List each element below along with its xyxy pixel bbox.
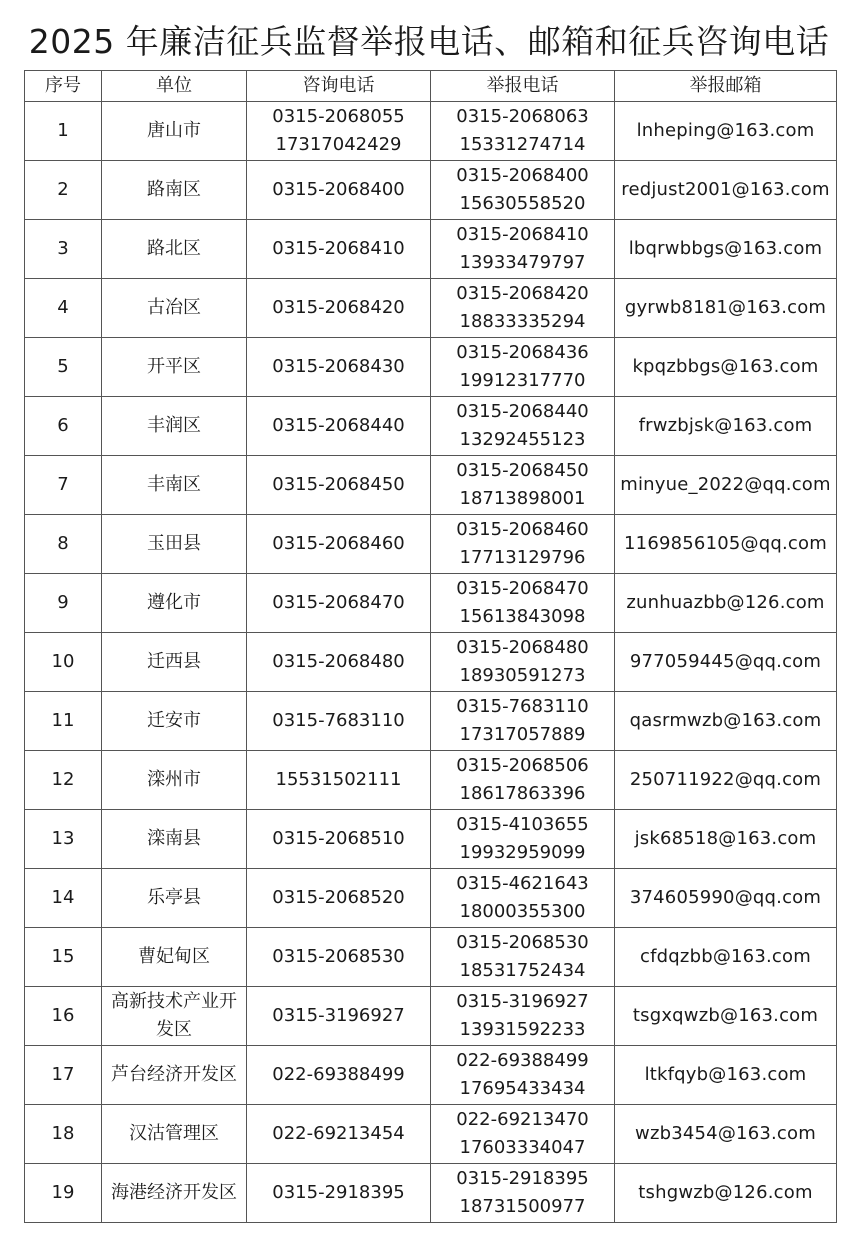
report-phone-cell — [431, 338, 615, 397]
consult-phone[interactable]: 0315-2068510 — [272, 828, 405, 849]
report-phone-cell — [431, 456, 615, 515]
report-phone-cell — [431, 987, 615, 1046]
report-phone-cell — [431, 397, 615, 456]
row-number: 13 — [25, 810, 102, 869]
report-phone-cell — [431, 810, 615, 869]
consult-phone-cell — [247, 810, 431, 869]
report-email[interactable]: lnheping@163.com — [615, 102, 837, 161]
report-phone[interactable]: 13933479797 — [459, 252, 586, 273]
consult-phone[interactable]: 0315-2068520 — [272, 887, 405, 908]
report-phone[interactable]: 0315-2068480 — [456, 637, 589, 658]
unit-name: 路北区 — [102, 220, 247, 279]
report-phone[interactable]: 0315-2068063 — [456, 106, 589, 127]
unit-name: 高新技术产业开发区 — [102, 987, 247, 1046]
row-number: 16 — [25, 987, 102, 1046]
unit-name: 玉田县 — [102, 515, 247, 574]
consult-phone[interactable]: 0315-3196927 — [272, 1005, 405, 1026]
report-email[interactable]: 250711922@qq.com — [615, 751, 837, 810]
consult-phone-cell — [247, 1046, 431, 1105]
header-report-email: 举报邮箱 — [615, 71, 837, 102]
report-phone-cell — [431, 574, 615, 633]
table-row — [25, 692, 837, 751]
table-row — [25, 515, 837, 574]
consult-phone-cell — [247, 574, 431, 633]
unit-name: 滦南县 — [102, 810, 247, 869]
consult-phone[interactable]: 0315-2068460 — [272, 533, 405, 554]
report-phone[interactable]: 15331274714 — [459, 134, 586, 155]
row-number: 3 — [25, 220, 102, 279]
table-row — [25, 810, 837, 869]
table-row — [25, 338, 837, 397]
report-phone-cell — [431, 692, 615, 751]
report-email[interactable]: ltkfqyb@163.com — [615, 1046, 837, 1105]
consult-phone[interactable]: 17317042429 — [275, 134, 402, 155]
consult-phone-cell — [247, 456, 431, 515]
report-phone[interactable]: 0315-4621643 — [456, 873, 589, 894]
report-phone[interactable]: 0315-2068420 — [456, 283, 589, 304]
report-email[interactable]: 374605990@qq.com — [615, 869, 837, 928]
table-row — [25, 751, 837, 810]
unit-name: 唐山市 — [102, 102, 247, 161]
row-number: 17 — [25, 1046, 102, 1105]
unit-name: 丰润区 — [102, 397, 247, 456]
report-phone-cell — [431, 102, 615, 161]
report-email[interactable]: kpqzbbgs@163.com — [615, 338, 837, 397]
report-phone[interactable]: 18617863396 — [459, 783, 586, 804]
report-phone[interactable]: 15630558520 — [459, 193, 586, 214]
report-phone[interactable]: 0315-2068450 — [456, 460, 589, 481]
header-consult-phone: 咨询电话 — [247, 71, 431, 102]
row-number: 15 — [25, 928, 102, 987]
consult-phone-cell — [247, 338, 431, 397]
consult-phone[interactable]: 0315-2068400 — [272, 179, 405, 200]
row-number: 14 — [25, 869, 102, 928]
row-number: 10 — [25, 633, 102, 692]
consult-phone-cell — [247, 397, 431, 456]
report-phone[interactable]: 19912317770 — [459, 370, 586, 391]
consult-phone[interactable]: 0315-2068530 — [272, 946, 405, 967]
header-no: 序号 — [25, 71, 102, 102]
page-title: 2025 年廉洁征兵监督举报电话、邮箱和征兵咨询电话 — [28, 22, 830, 61]
report-phone[interactable]: 18833335294 — [459, 311, 586, 332]
report-email[interactable]: frwzbjsk@163.com — [615, 397, 837, 456]
consult-phone[interactable]: 022-69213454 — [272, 1123, 405, 1144]
report-phone[interactable]: 0315-2068506 — [456, 755, 589, 776]
table-row — [25, 1046, 837, 1105]
consult-phone[interactable]: 0315-2068450 — [272, 474, 405, 495]
row-number: 11 — [25, 692, 102, 751]
table-header-row — [25, 71, 837, 102]
consult-phone-cell — [247, 1164, 431, 1223]
consult-phone-cell — [247, 987, 431, 1046]
consult-phone[interactable]: 0315-2068410 — [272, 238, 405, 259]
report-email[interactable]: tsgxqwzb@163.com — [615, 987, 837, 1046]
header-report-phone: 举报电话 — [431, 71, 615, 102]
report-email[interactable]: wzb3454@163.com — [615, 1105, 837, 1164]
row-number: 19 — [25, 1164, 102, 1223]
unit-name: 曹妃甸区 — [102, 928, 247, 987]
report-phone[interactable]: 18731500977 — [459, 1196, 586, 1217]
consult-phone-cell — [247, 161, 431, 220]
report-phone-cell — [431, 869, 615, 928]
consult-phone[interactable]: 0315-2068430 — [272, 356, 405, 377]
consult-phone-cell — [247, 928, 431, 987]
consult-phone-cell — [247, 102, 431, 161]
report-phone[interactable]: 022-69388499 — [456, 1050, 589, 1071]
unit-name: 丰南区 — [102, 456, 247, 515]
report-email[interactable]: 1169856105@qq.com — [615, 515, 837, 574]
row-number: 4 — [25, 279, 102, 338]
consult-phone[interactable]: 0315-2068055 — [272, 106, 405, 127]
consult-phone[interactable]: 15531502111 — [275, 769, 402, 790]
consult-phone-cell — [247, 220, 431, 279]
report-email[interactable]: redjust2001@163.com — [615, 161, 837, 220]
consult-phone-cell — [247, 1105, 431, 1164]
report-phone[interactable]: 0315-3196927 — [456, 991, 589, 1012]
report-phone[interactable]: 18000355300 — [459, 901, 586, 922]
row-number: 9 — [25, 574, 102, 633]
report-phone[interactable]: 13292455123 — [459, 429, 586, 450]
contact-table — [24, 70, 837, 1223]
report-email[interactable]: qasrmwzb@163.com — [615, 692, 837, 751]
report-phone[interactable]: 0315-2068460 — [456, 519, 589, 540]
report-phone[interactable]: 0315-2068400 — [456, 165, 589, 186]
row-number: 5 — [25, 338, 102, 397]
consult-phone-cell — [247, 751, 431, 810]
report-phone[interactable]: 0315-7683110 — [456, 696, 589, 717]
report-phone[interactable]: 0315-2068410 — [456, 224, 589, 245]
table-row — [25, 220, 837, 279]
unit-name: 海港经济开发区 — [102, 1164, 247, 1223]
consult-phone-cell — [247, 633, 431, 692]
consult-phone[interactable]: 0315-2068420 — [272, 297, 405, 318]
report-phone-cell — [431, 515, 615, 574]
report-phone[interactable]: 19932959099 — [459, 842, 586, 863]
report-phone-cell — [431, 161, 615, 220]
report-email[interactable]: minyue_2022@qq.com — [615, 456, 837, 515]
report-phone[interactable]: 0315-2068470 — [456, 578, 589, 599]
report-phone[interactable]: 0315-2068530 — [456, 932, 589, 953]
consult-phone[interactable]: 0315-7683110 — [272, 710, 405, 731]
report-phone-cell — [431, 279, 615, 338]
table-row — [25, 633, 837, 692]
unit-name: 乐亭县 — [102, 869, 247, 928]
row-number: 1 — [25, 102, 102, 161]
report-phone[interactable]: 0315-2068436 — [456, 342, 589, 363]
report-phone-cell — [431, 220, 615, 279]
report-phone-cell — [431, 633, 615, 692]
table-row — [25, 574, 837, 633]
table-row — [25, 928, 837, 987]
report-email[interactable]: 977059445@qq.com — [615, 633, 837, 692]
report-email[interactable]: lbqrwbbgs@163.com — [615, 220, 837, 279]
unit-name: 路南区 — [102, 161, 247, 220]
unit-name: 迁安市 — [102, 692, 247, 751]
unit-name: 滦州市 — [102, 751, 247, 810]
report-phone[interactable]: 18930591273 — [459, 665, 586, 686]
report-email[interactable]: tshgwzb@126.com — [615, 1164, 837, 1223]
consult-phone[interactable]: 0315-2068470 — [272, 592, 405, 613]
unit-name: 遵化市 — [102, 574, 247, 633]
consult-phone[interactable]: 0315-2068480 — [272, 651, 405, 672]
report-phone-cell — [431, 928, 615, 987]
consult-phone-cell — [247, 692, 431, 751]
report-phone[interactable]: 022-69213470 — [456, 1109, 589, 1130]
unit-name: 汉沽管理区 — [102, 1105, 247, 1164]
header-unit: 单位 — [102, 71, 247, 102]
row-number: 2 — [25, 161, 102, 220]
table-row — [25, 279, 837, 338]
table-row — [25, 102, 837, 161]
report-phone-cell — [431, 1164, 615, 1223]
report-email[interactable]: gyrwb8181@163.com — [615, 279, 837, 338]
consult-phone-cell — [247, 515, 431, 574]
table-row — [25, 1164, 837, 1223]
report-phone[interactable]: 18713898001 — [459, 488, 586, 509]
report-phone-cell — [431, 751, 615, 810]
table-row — [25, 456, 837, 515]
report-phone[interactable]: 15613843098 — [459, 606, 586, 627]
consult-phone-cell — [247, 869, 431, 928]
table-body — [25, 102, 837, 1223]
table-row — [25, 869, 837, 928]
report-phone[interactable]: 0315-4103655 — [456, 814, 589, 835]
row-number: 12 — [25, 751, 102, 810]
row-number: 6 — [25, 397, 102, 456]
report-phone[interactable]: 0315-2068440 — [456, 401, 589, 422]
row-number: 18 — [25, 1105, 102, 1164]
table-row — [25, 161, 837, 220]
report-phone[interactable]: 17713129796 — [459, 547, 586, 568]
unit-name: 古冶区 — [102, 279, 247, 338]
report-phone[interactable]: 18531752434 — [459, 960, 586, 981]
unit-name: 开平区 — [102, 338, 247, 397]
consult-phone[interactable]: 0315-2918395 — [272, 1182, 405, 1203]
unit-name: 迁西县 — [102, 633, 247, 692]
report-phone[interactable]: 13931592233 — [459, 1019, 586, 1040]
table-row — [25, 1105, 837, 1164]
consult-phone-cell — [247, 279, 431, 338]
row-number: 8 — [25, 515, 102, 574]
consult-phone[interactable]: 0315-2068440 — [272, 415, 405, 436]
report-phone-cell — [431, 1105, 615, 1164]
report-phone[interactable]: 17317057889 — [459, 724, 586, 745]
row-number: 7 — [25, 456, 102, 515]
report-email[interactable]: jsk68518@163.com — [615, 810, 837, 869]
report-phone-cell — [431, 1046, 615, 1105]
report-phone[interactable]: 0315-2918395 — [456, 1168, 589, 1189]
report-email[interactable]: zunhuazbb@126.com — [615, 574, 837, 633]
unit-name: 芦台经济开发区 — [102, 1046, 247, 1105]
report-phone[interactable]: 17695433434 — [459, 1078, 586, 1099]
report-email[interactable]: cfdqzbb@163.com — [615, 928, 837, 987]
table-row — [25, 397, 837, 456]
table-row — [25, 987, 837, 1046]
report-phone[interactable]: 17603334047 — [459, 1137, 586, 1158]
consult-phone[interactable]: 022-69388499 — [272, 1064, 405, 1085]
